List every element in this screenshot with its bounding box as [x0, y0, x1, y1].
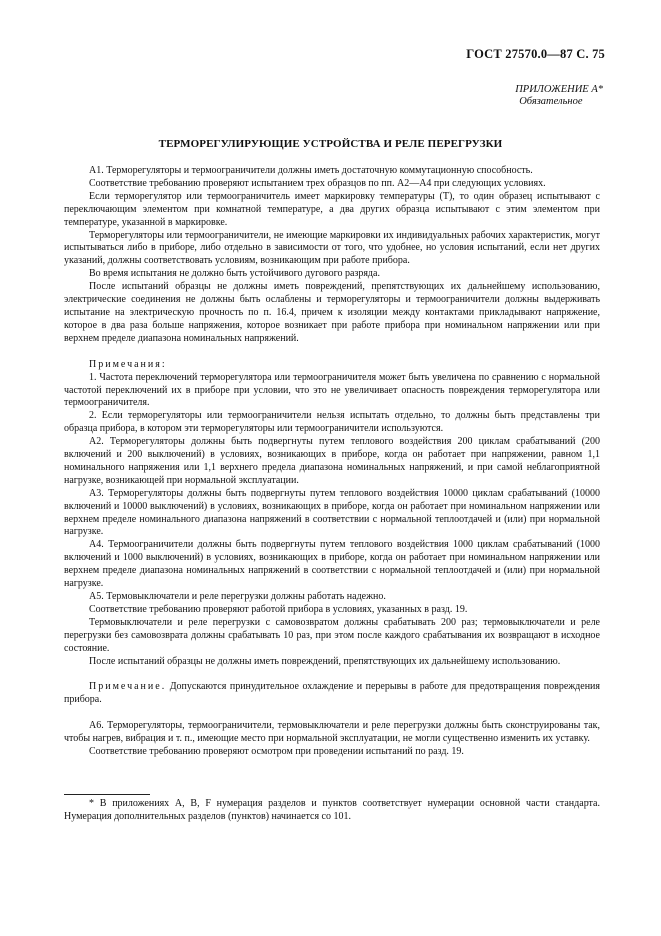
notes-heading: Примечания: — [89, 358, 167, 370]
paragraph: Если терморегулятор или термоограничитель имеет маркировку температуры (Т), то один образец испытывают с переключающим элементом при комнатной температуре, а два других образца испытывают с этим элементом при температуре, указанной в маркировке. — [64, 190, 600, 228]
paragraph: Соответствие требованию проверяют работой прибора в условиях, указанных в разд. 19. — [89, 603, 468, 615]
note-item: 1. Частота переключений терморегулятора или термоограничителя может быть увеличена по сравнению с нормальной частотой переключений их в приборе при условии, что это не увеличивает опасность повреждения терморегулятора или термоограничителя. — [64, 371, 600, 409]
document-body — [64, 165, 600, 759]
appendix-label: ПРИЛОЖЕНИЕ А* — [515, 84, 603, 95]
note-text: Допускаются принудительное охлаждение и перерывы в работе для предотвращения повреждения прибора. — [64, 681, 600, 706]
page-header-code: ГОСТ 27570.0—87 С. 75 — [466, 47, 605, 61]
footnote-text: * В приложениях А, В, F нумерация разделов и пунктов соответствует нумерации основной части стандарта. Нумерация дополнительных разделов (пунктов) начинается со 101. — [64, 798, 600, 822]
paragraph: Соответствие требованию проверяют осмотром при проведении испытаний по разд. 19. — [89, 746, 464, 758]
paragraph-a3: А3. Терморегуляторы должны быть подвергнуты путем теплового воздействия 10000 циклам срабатываний (10000 включений и 10000 выключений) в условиях, возникающих в приборе, когда он работает при номинальном напряжении или верхнем пределе номинального диапазона напряжений в соответствии с нормальной теплоотдачей и (или) при нормальной нагрузке. — [64, 487, 600, 538]
appendix-block — [515, 84, 603, 108]
appendix-status: Обязательное — [519, 96, 583, 107]
paragraph: После испытаний образцы не должны иметь повреждений, препятствующих их дальнейшему использованию, электрические соединения не должны быть ослаблены и терморегуляторы и термоограничители должны выдерживать испытание на электрическую прочность по п. 16.4, причем к изоляции между контактами прикладывают напряжение, которое в два раза больше напряжения, которое возникает при работе прибора при номинальном напряжении или при верхнем пределе диапазона номинальных напряжений. — [64, 281, 600, 344]
footnote-divider — [64, 794, 150, 795]
note-item: 2. Если терморегуляторы или термоограничители нельзя испытать отдельно, то должны быть представлены три образца прибора, в котором эти терморегуляторы или термоограничители используются. — [64, 410, 600, 435]
paragraph-a4: А4. Термоограничители должны быть подвергнуты путем теплового воздействия 1000 циклам срабатываний (1000 включений и 1000 выключений) в условиях, возникающих в приборе, когда он работает при номинальном напряжении или верхнем пределе диапазона номинальных напряжений в соответствии с нормальной теплоотдачей и (или) при нормальной нагрузке. — [64, 539, 600, 590]
paragraph-a6: А6. Терморегуляторы, термоограничители, термовыключатели и реле перегрузки должны быть сконструированы так, чтобы нагрев, вибрация и т. п., имеющие место при нормальной эксплуатации, не могли существенно изменить их уставку. — [64, 720, 600, 745]
note-heading: Примечание. — [89, 681, 167, 693]
paragraph: Соответствие требованию проверяют испытанием трех образцов по пп. А2—А4 при следующих условиях. — [89, 177, 546, 189]
section-title: ТЕРМОРЕГУЛИРУЮЩИЕ УСТРОЙСТВА И РЕЛЕ ПЕРЕГРУЗКИ — [158, 138, 503, 150]
note-paragraph — [64, 681, 600, 707]
paragraph: Термовыключатели и реле перегрузки с самовозвратом должны срабатывать 200 раз; термовыключатели и реле перегрузки без самовозврата должны срабатывать 10 раз, при этом после каждого срабатывания их возвращают в исходное состояние. — [64, 616, 600, 654]
paragraph-a5: А5. Термовыключатели и реле перегрузки должны работать надежно. — [89, 591, 386, 602]
paragraph: После испытаний образцы не должны иметь повреждений, препятствующих их дальнейшему использованию. — [89, 655, 561, 667]
footnote — [64, 798, 600, 824]
paragraph-a1: А1. Терморегуляторы и термоограничители должны иметь достаточную коммутационную способность. — [89, 165, 533, 176]
paragraph-a2: А2. Терморегуляторы должны быть подвергнуты путем теплового воздействия 200 циклам срабатываний (200 включений и 200 выключений) в условиях, возникающих в приборе, когда он работает при напряжении, равном 1,1 номинального напряжения или 1,1 верхнего предела диапазона номинальных напряжений, и при самой неблагоприятной нагрузке, возникающей при нормальной эксплуатации. — [64, 436, 600, 486]
paragraph: Во время испытания не должно быть устойчивого дугового разряда. — [89, 268, 380, 280]
paragraph: Терморегуляторы или термоограничители, не имеющие маркировки их индивидуальных рабочих характеристик, могут испытываться либо в приборе, либо отдельно в зависимости от того, что удобнее, но условия испытаний, если нет других указаний, должны соответствовать условиям, возникающим при работе прибора. — [64, 229, 600, 267]
